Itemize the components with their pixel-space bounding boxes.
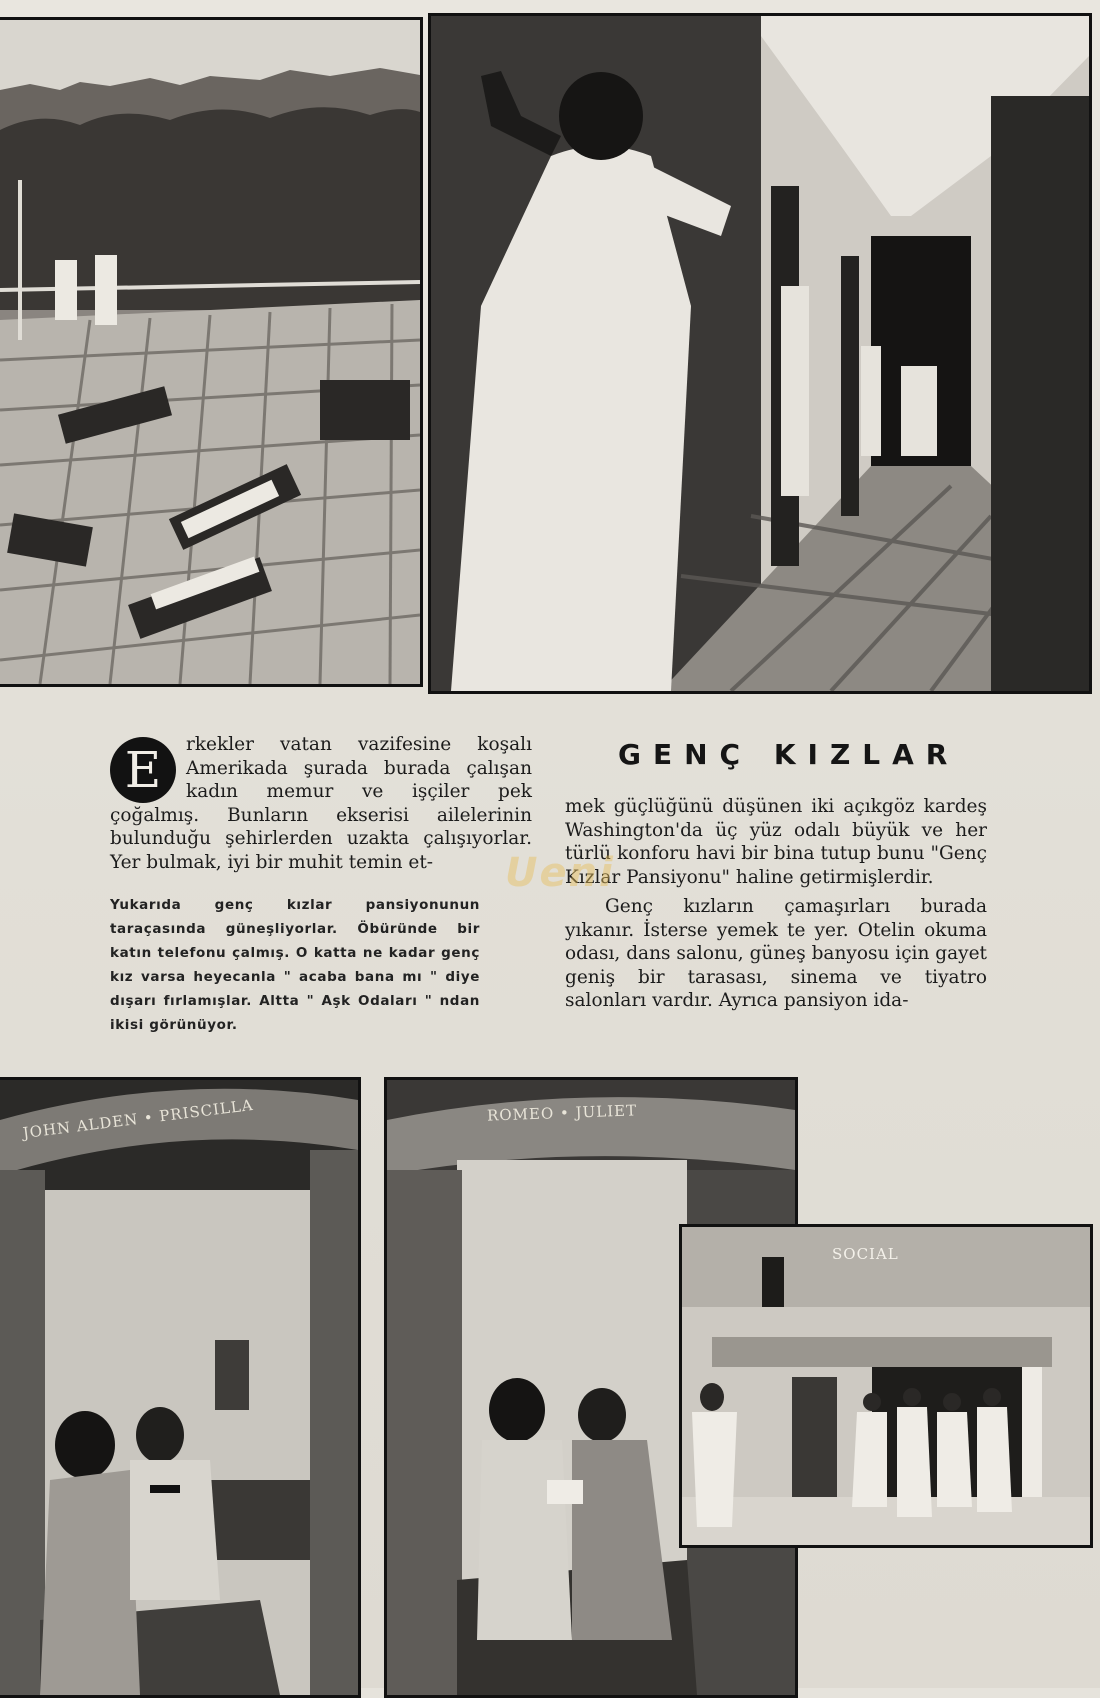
article-title: GENÇ KIZLAR <box>618 738 960 771</box>
room-sign-juliet: ROMEO • JULIET <box>486 1101 638 1125</box>
watermark-logo: Ueni <box>505 850 615 896</box>
room-sign-priscilla: JOHN ALDEN • PRISCILLA <box>21 1095 255 1143</box>
article-left-column <box>110 733 532 874</box>
hallway-phone-photo <box>428 13 1092 694</box>
photo-caption: Yukarıda genç kızlar pansiyonunun taraçasında güneşliyorlar. Öbüründe bir katın telefonu çalmış. O katta ne kadar genç kız varsa heyecanla " acaba bana mı " diye dışarı fırlamışlar. Altta " Aşk Odaları " ndan ikisi görünüyor. <box>110 897 480 1033</box>
building-sign: SOCIAL <box>832 1245 899 1263</box>
article-right-column <box>565 795 987 1019</box>
rooftop-photo <box>0 17 423 687</box>
love-room-priscilla-photo <box>0 1077 361 1698</box>
article-continued-text: mek güçlüğünü düşünen iki açıkgöz kardeş Washington'da üç yüz odalı büyük ve her türlü konforu havi bir bina tutup bunu "Genç Kızlar Pansiyonu" haline getirmişlerdir. <box>565 796 987 888</box>
article-second-paragraph: Genç kızların çamaşırları burada yıkanır. İsterse yemek te yer. Otelin okuma odası, dans salonu, güneş banyosu için gayet geniş bir tarasası, sinema ve tiyatro salonları vardır. Ayrıca pansiyon ida- <box>565 896 987 1011</box>
article-intro-text: rkekler vatan vazifesine koşalı Amerikada şurada burada çalışan kadın memur ve işçiler pek çoğalmış. Bunların ekserisi ailelerinin bulunduğu şehirlerden uzakta çalışıyorlar. Yer bulmak, iyi bir muhit temin et- <box>110 734 532 873</box>
dropcap-letter: E <box>110 737 176 803</box>
building-entrance-photo <box>679 1224 1093 1548</box>
